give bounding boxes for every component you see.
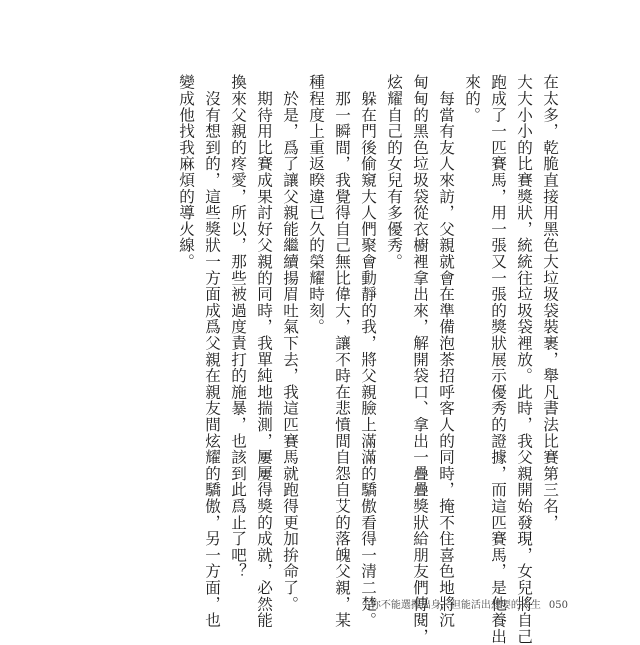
text-column-6: 甸甸的黑色垃圾袋從衣櫥裡拿出來，解開袋口、拿出一疊疊獎狀給朋友們傳閱， [411, 74, 429, 645]
text-column-9: 那一瞬間，我覺得自己無比偉大，讓不時在悲憤間自怨自艾的落魄父親，某 [333, 74, 351, 629]
text-column-7: 炫耀自己的女兒有多優秀。 [385, 74, 403, 270]
text-column-15: 變成他找我麻煩的導火線。 [177, 74, 195, 270]
text-column-12: 期待用比賽成果討好父親的同時，我單純地揣測，屢屢得獎的成就，必然能 [255, 74, 273, 629]
text-column-4: 來的。 [463, 74, 481, 123]
text-column-11: 於是，爲了讓父親能繼續揚眉吐氣下去，我這匹賽馬就跑得更加拚命了。 [281, 74, 299, 612]
page-number: 050 [548, 600, 568, 611]
running-title: 你不能選擇出身，但能活出想要的人生 [370, 600, 541, 611]
text-column-8: 躲在門後偷窺大人們聚會動靜的我，將父親臉上滿滿的驕傲看得一清二楚。 [359, 74, 377, 629]
page-footer [371, 596, 568, 611]
text-column-13: 換來父親的疼愛，所以，那些被過度責打的施暴，也該到此爲止了吧？ [229, 74, 247, 580]
text-column-1: 在太多，乾脆直接用黑色大垃圾袋裝裹，舉凡書法比賽第三名， [541, 74, 559, 531]
text-column-3: 跑成了一匹賽馬，用一張又一張的獎狀展示優秀的證據，而這匹賽馬，是他養出 [489, 74, 507, 645]
text-column-2: 大大小小的比賽獎狀，統統往垃圾袋裡放。此時，我父親開始發現，女兒將自己 [515, 74, 533, 645]
text-column-5: 每當有友人來訪，父親就會在準備泡茶招呼客人的同時，掩不住喜色地將沉 [437, 74, 455, 629]
text-column-14: 沒有想到的，這些獎狀一方面成爲父親在親友間炫耀的驕傲，另一方面，也 [203, 74, 221, 629]
text-column-10: 種程度上重返睽違已久的榮耀時刻。 [307, 74, 325, 335]
